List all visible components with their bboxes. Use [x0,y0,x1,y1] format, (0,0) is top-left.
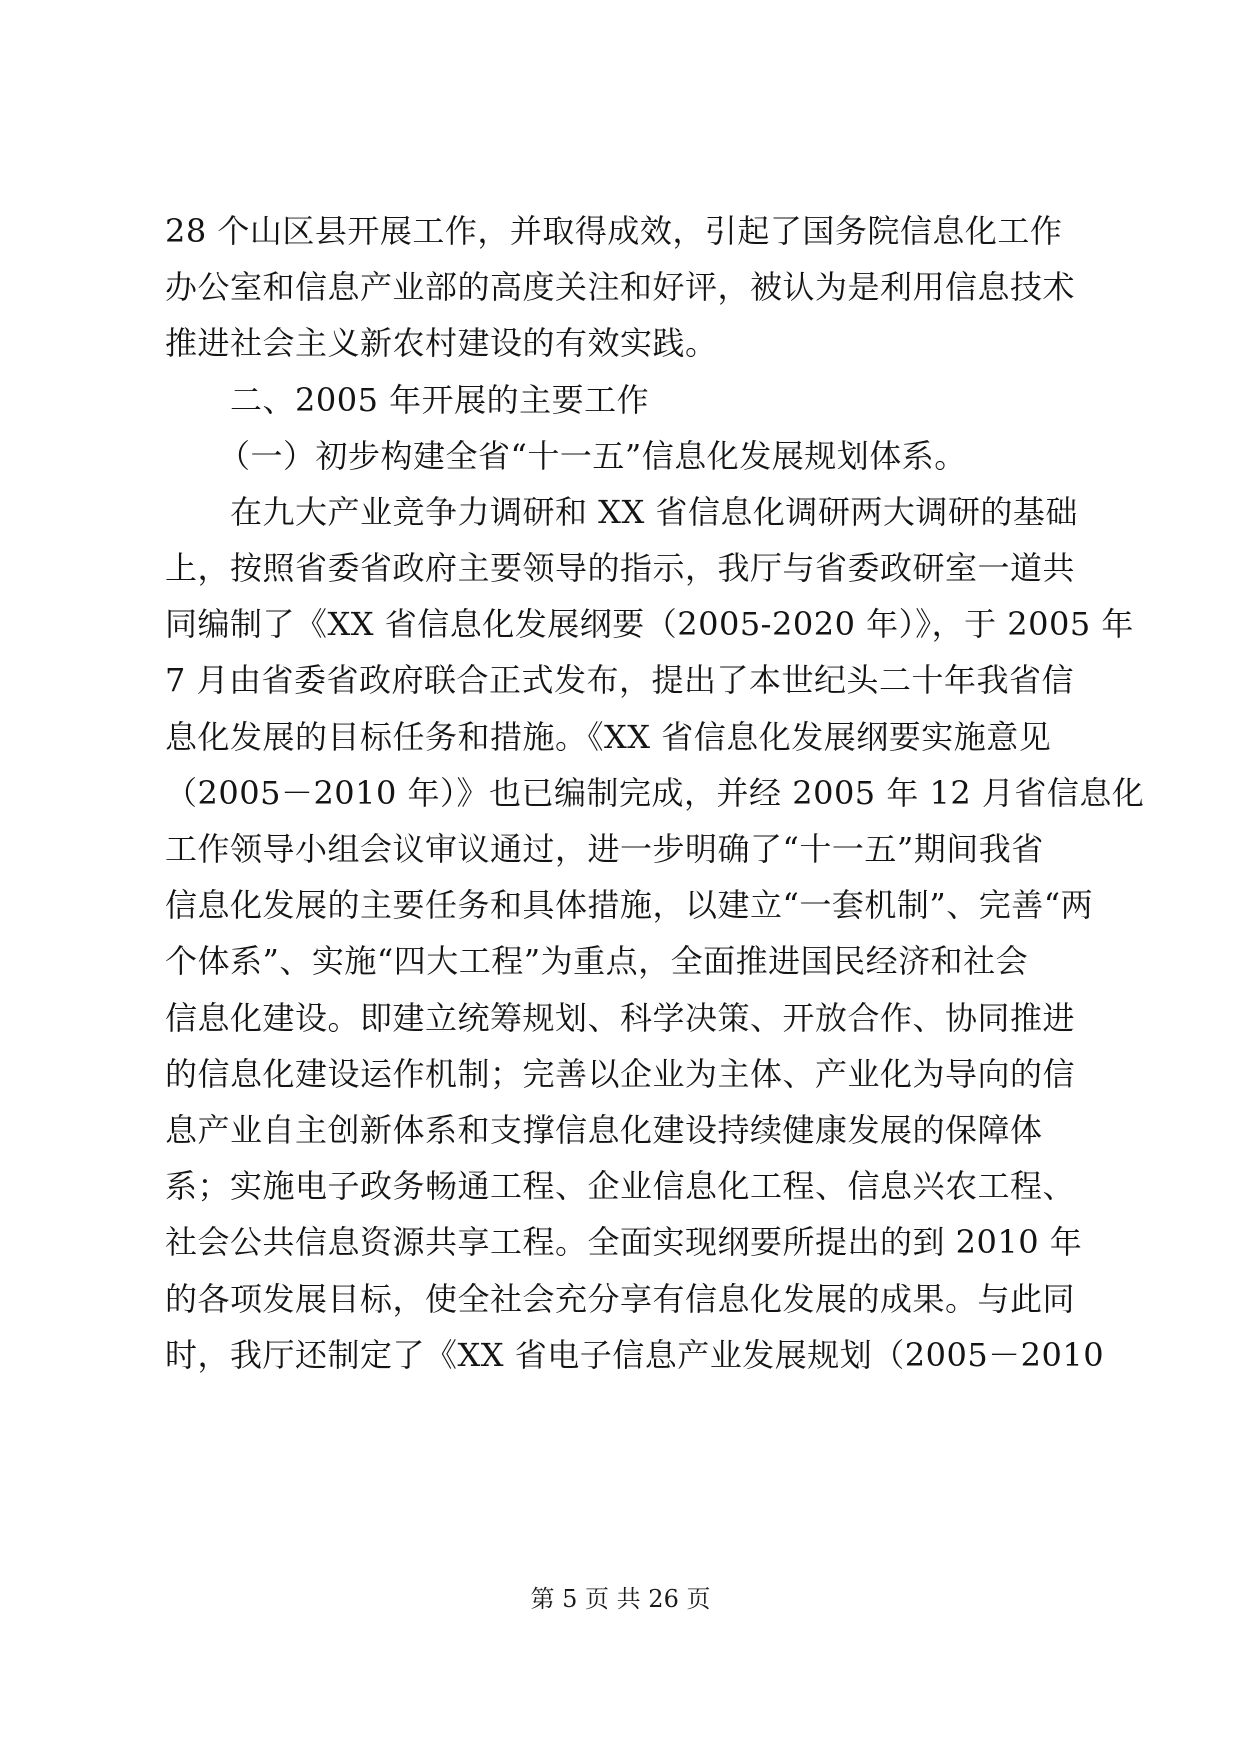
body-line: 的各项发展目标，使全社会充分享有信息化发展的成果。与此同 [165,1280,1076,1318]
body-line: 同编制了《XX 省信息化发展纲要（2005-2020 年）》，于 2005 年 [165,605,1134,643]
body-line: 信息化发展的主要任务和具体措施，以建立“一套机制”、完善“两 [165,886,1094,924]
body-line: 28 个山区县开展工作，并取得成效，引起了国务院信息化工作 [165,212,1063,250]
body-line: 信息化建设。即建立统筹规划、科学决策、开放合作、协同推进 [165,999,1076,1037]
body-line: 推进社会主义新农村建设的有效实践。 [165,324,718,362]
body-line: 社会公共信息资源共享工程。全面实现纲要所提出的到 2010 年 [165,1223,1083,1261]
body-line: 个体系”、实施“四大工程”为重点，全面推进国民经济和社会 [165,942,1029,980]
body-line: 上，按照省委省政府主要领导的指示，我厅与省委政研室一道共 [165,549,1076,587]
body-line: 时，我厅还制定了《XX 省电子信息产业发展规划（2005－2010 [165,1336,1105,1374]
body-line: 办公室和信息产业部的高度关注和好评，被认为是利用信息技术 [165,268,1076,306]
section-heading: 二、2005 年开展的主要工作 [230,381,650,419]
body-line: 的信息化建设运作机制；完善以企业为主体、产业化为导向的信 [165,1055,1076,1093]
body-line: （2005－2010 年）》也已编制完成，并经 2005 年 12 月省信息化 [165,774,1145,812]
paragraph-first-line: 在九大产业竞争力调研和 XX 省信息化调研两大调研的基础 [230,493,1078,531]
body-line: 工作领导小组会议审议通过，进一步明确了“十一五”期间我省 [165,830,1044,868]
body-line: 系；实施电子政务畅通工程、企业信息化工程、信息兴农工程、 [165,1167,1076,1205]
body-line: 7 月由省委省政府联合正式发布，提出了本世纪头二十年我省信 [165,661,1075,699]
subsection-heading: （一）初步构建全省“十一五”信息化发展规划体系。 [218,437,967,475]
body-line: 息化发展的目标任务和措施。《XX 省信息化发展纲要实施意见 [165,718,1052,756]
page-number-footer: 第 5 页 共 26 页 [530,1585,711,1613]
body-line: 息产业自主创新体系和支撑信息化建设持续健康发展的保障体 [165,1111,1043,1149]
